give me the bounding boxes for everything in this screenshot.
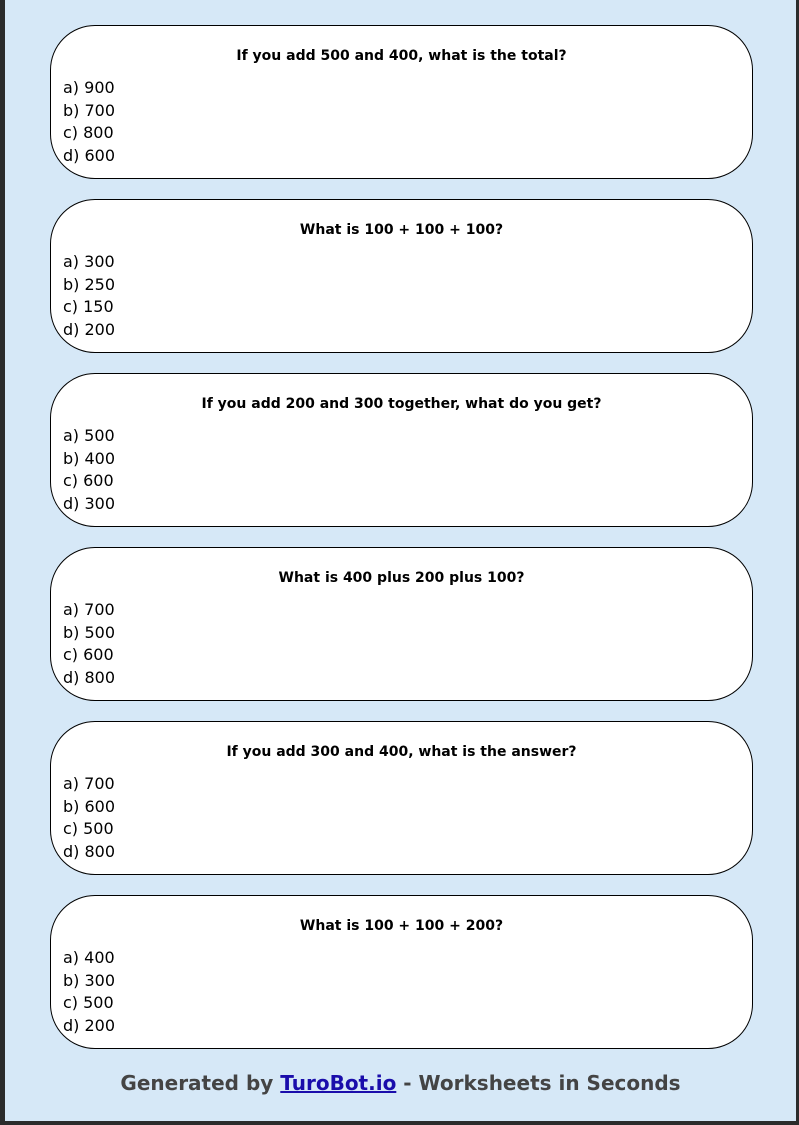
answer-option: d) 800 xyxy=(63,841,116,861)
answer-option: d) 200 xyxy=(63,319,116,339)
question-list xyxy=(50,25,754,1069)
answer-option: c) 800 xyxy=(63,123,114,143)
answer-option: a) 700 xyxy=(63,600,115,619)
question-text: What is 100 + 100 + 100? xyxy=(299,222,504,238)
answer-option: c) 500 xyxy=(63,993,114,1013)
question-card xyxy=(50,25,753,179)
question-text: If you add 500 and 400, what is the total? xyxy=(236,48,567,64)
answer-option: d) 300 xyxy=(63,493,116,513)
worksheet-page xyxy=(5,0,796,1121)
question-text: If you add 200 and 300 together, what do you get? xyxy=(201,396,602,412)
question-card xyxy=(50,373,753,527)
footer-prefix: Generated by xyxy=(120,1071,281,1095)
answer-option: b) 600 xyxy=(63,796,116,816)
footer-suffix: - Worksheets in Seconds xyxy=(396,1071,681,1095)
answer-option: b) 400 xyxy=(63,448,116,468)
answer-option: a) 500 xyxy=(63,426,115,445)
answer-options xyxy=(63,77,115,167)
question-text: What is 100 + 100 + 200? xyxy=(299,918,504,934)
question-card xyxy=(50,199,753,353)
answer-options xyxy=(63,251,115,341)
answer-option: d) 800 xyxy=(63,667,116,687)
question-card xyxy=(50,547,753,701)
turobot-link[interactable]: TuroBot.io xyxy=(280,1071,397,1095)
answer-option: b) 500 xyxy=(63,622,116,642)
answer-option: a) 900 xyxy=(63,78,115,97)
answer-options xyxy=(63,599,115,689)
answer-option: c) 150 xyxy=(63,297,114,317)
answer-options xyxy=(63,425,115,515)
question-text: What is 400 plus 200 plus 100? xyxy=(278,570,525,586)
answer-options xyxy=(63,773,115,863)
answer-option: c) 500 xyxy=(63,819,114,839)
footer-credit xyxy=(5,1071,796,1095)
answer-option: d) 600 xyxy=(63,145,116,165)
answer-option: c) 600 xyxy=(63,471,114,491)
answer-option: a) 700 xyxy=(63,774,115,793)
question-text: If you add 300 and 400, what is the answer? xyxy=(226,744,577,760)
answer-option: a) 400 xyxy=(63,948,115,967)
answer-option: d) 200 xyxy=(63,1015,116,1035)
question-card xyxy=(50,721,753,875)
answer-option: b) 700 xyxy=(63,100,116,120)
answer-option: c) 600 xyxy=(63,645,114,665)
question-card xyxy=(50,895,753,1049)
answer-option: a) 300 xyxy=(63,252,115,271)
answer-option: b) 300 xyxy=(63,970,116,990)
answer-option: b) 250 xyxy=(63,274,116,294)
answer-options xyxy=(63,947,115,1037)
